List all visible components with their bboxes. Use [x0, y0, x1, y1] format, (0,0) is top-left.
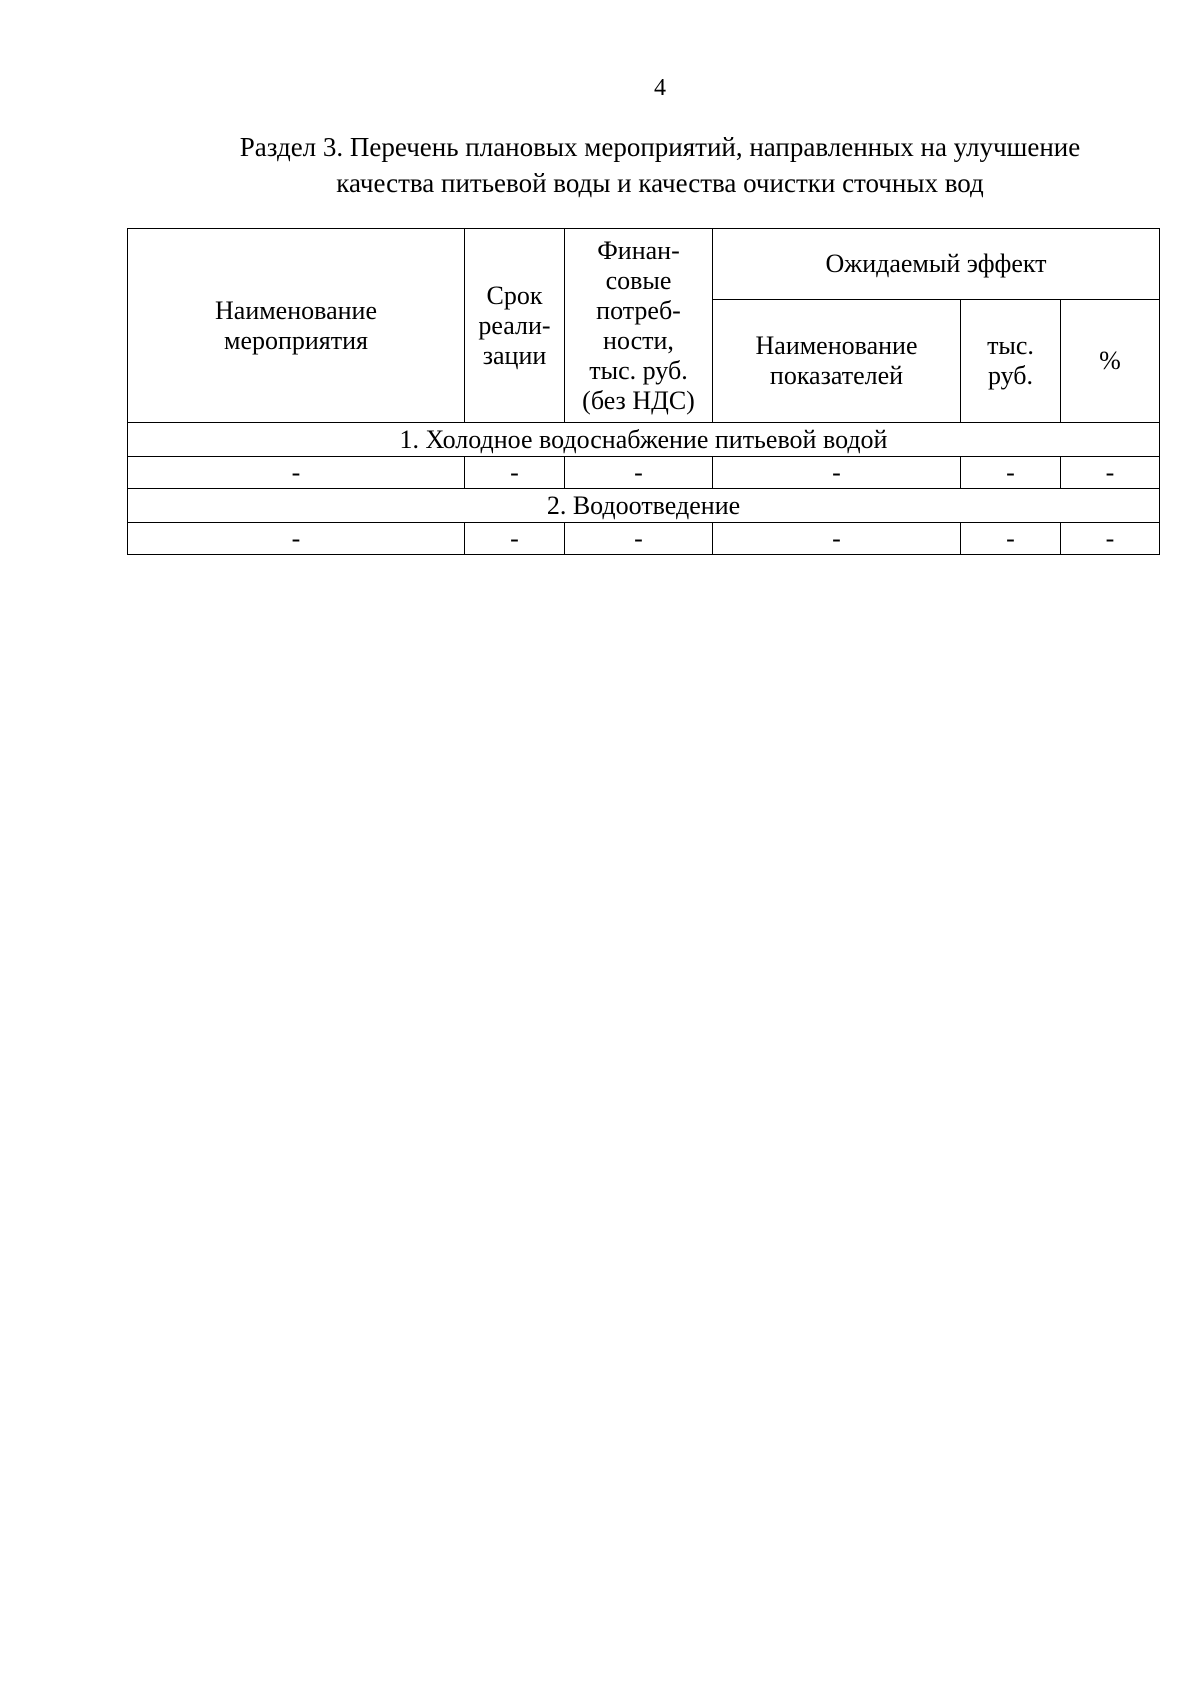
header-expected-effect: Ожидаемый эффект — [713, 229, 1160, 300]
header-finance: Финан- совые потреб- ности, тыс. руб. (без НДС) — [565, 229, 713, 423]
cell-term: - — [465, 523, 565, 555]
cell-percent: - — [1061, 457, 1160, 489]
cell-indicators: - — [713, 457, 961, 489]
section-title-line-1: Раздел 3. Перечень плановых мероприятий, направленных на улучшение — [239, 132, 1081, 162]
section-row-water-supply — [128, 423, 1160, 457]
cell-thousand-rub: - — [961, 523, 1061, 555]
cell-term: - — [465, 457, 565, 489]
cell-thousand-rub: - — [961, 457, 1061, 489]
cell-indicators: - — [713, 523, 961, 555]
section-title — [175, 129, 1145, 201]
header-thousand-rub: тыс. руб. — [961, 300, 1061, 423]
cell-measure-name: - — [128, 523, 465, 555]
table-row — [128, 457, 1160, 489]
section-title-line-2: качества питьевой воды и качества очистки сточных вод — [336, 168, 984, 198]
table-row — [128, 523, 1160, 555]
header-term: Срок реали- зации — [465, 229, 565, 423]
section-row-wastewater — [128, 489, 1160, 523]
header-indicators: Наименование показателей — [713, 300, 961, 423]
header-measure-name: Наименование мероприятия — [128, 229, 465, 423]
cell-finance: - — [565, 457, 713, 489]
section-title-wastewater: 2. Водоотведение — [128, 489, 1160, 523]
section-title-water-supply: 1. Холодное водоснабжение питьевой водой — [128, 423, 1160, 457]
measures-table — [127, 228, 1160, 555]
header-row-1 — [128, 229, 1160, 300]
cell-finance: - — [565, 523, 713, 555]
cell-percent: - — [1061, 523, 1160, 555]
header-percent: % — [1061, 300, 1160, 423]
page-number: 4 — [654, 75, 666, 101]
cell-measure-name: - — [128, 457, 465, 489]
